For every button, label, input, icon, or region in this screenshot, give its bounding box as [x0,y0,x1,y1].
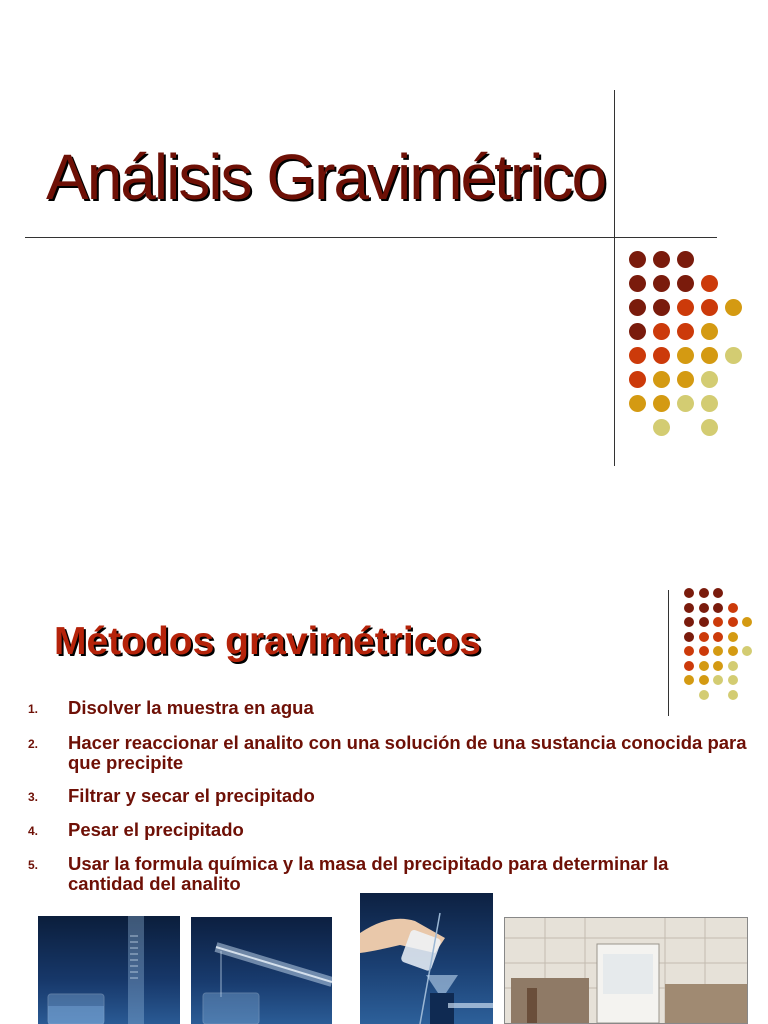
decorative-dot [677,371,694,388]
list-text: Hacer reaccionar el analito con una solución de una sustancia conocida para que precipite [68,732,747,773]
list-number: 4. [28,824,39,838]
decorative-dot [728,661,738,671]
list-number: 3. [28,790,39,804]
decorative-dot [629,395,646,412]
decorative-dot [653,251,670,268]
decorative-dot [677,347,694,364]
decorative-dot [701,323,718,340]
decorative-dot [684,632,694,642]
decorative-dot [699,646,709,656]
decorative-dot [653,371,670,388]
decorative-dot [684,617,694,627]
decorative-dot [653,275,670,292]
decorative-dot [701,419,718,436]
decorative-dot [684,646,694,656]
list-number: 2. [28,737,39,751]
decorative-dot [728,617,738,627]
decorative-dot [677,251,694,268]
decorative-dot [653,419,670,436]
decorative-dot [629,371,646,388]
decorative-dot [725,347,742,364]
decorative-dot [653,395,670,412]
analytical-balance-lab-photo [504,917,748,1024]
list-text: Usar la formula química y la masa del precipitado para determinar la cantidad del analito [68,853,669,894]
decorative-dot [699,632,709,642]
decorative-dot [728,632,738,642]
decorative-dot [653,299,670,316]
decorative-dot [629,323,646,340]
hand-pouring-into-funnel-photo [360,893,493,1024]
decorative-dot [728,603,738,613]
decorative-dot [629,347,646,364]
decorative-dot [677,395,694,412]
decorative-dot [713,646,723,656]
decorative-dot [728,675,738,685]
decorative-dot [701,347,718,364]
decorative-dot [699,675,709,685]
list-text: Disolver la muestra en agua [68,697,314,718]
decorative-dot [701,275,718,292]
list-text: Pesar el precipitado [68,819,244,840]
decorative-dot [684,675,694,685]
decorative-dot [742,617,752,627]
list-number: 1. [28,702,39,716]
decorative-dot [629,299,646,316]
decorative-dot [713,632,723,642]
decorative-dot [629,251,646,268]
decorative-dot [699,603,709,613]
decorative-dot [653,347,670,364]
decorative-dot [677,299,694,316]
decorative-dot [699,588,709,598]
decorative-dot [725,299,742,316]
decorative-dot [713,617,723,627]
decorative-dot [684,588,694,598]
decorative-dot [684,603,694,613]
decorative-dot [742,646,752,656]
decorative-dot [728,646,738,656]
decorative-dot [699,617,709,627]
pipette-pouring-into-beaker-photo [191,917,332,1024]
decorative-dot [713,603,723,613]
horizontal-rule [25,237,717,238]
graduated-cylinder-and-beaker-photo [38,916,180,1024]
decorative-dot [677,275,694,292]
decorative-dot [701,371,718,388]
slide-title: Métodos gravimétricos [54,620,481,663]
decorative-dot [701,299,718,316]
decorative-dot [701,395,718,412]
decorative-dot [629,275,646,292]
vertical-rule [614,90,615,466]
slide-2 [0,512,768,1024]
decorative-dot [653,323,670,340]
decorative-dot [699,661,709,671]
slide-title: Análisis Gravimétrico [46,141,606,213]
decorative-dot [713,588,723,598]
list-text: Filtrar y secar el precipitado [68,785,315,806]
decorative-dot [713,675,723,685]
decorative-dot [677,323,694,340]
decorative-dot [684,661,694,671]
decorative-dot [713,661,723,671]
list-number: 5. [28,858,39,872]
